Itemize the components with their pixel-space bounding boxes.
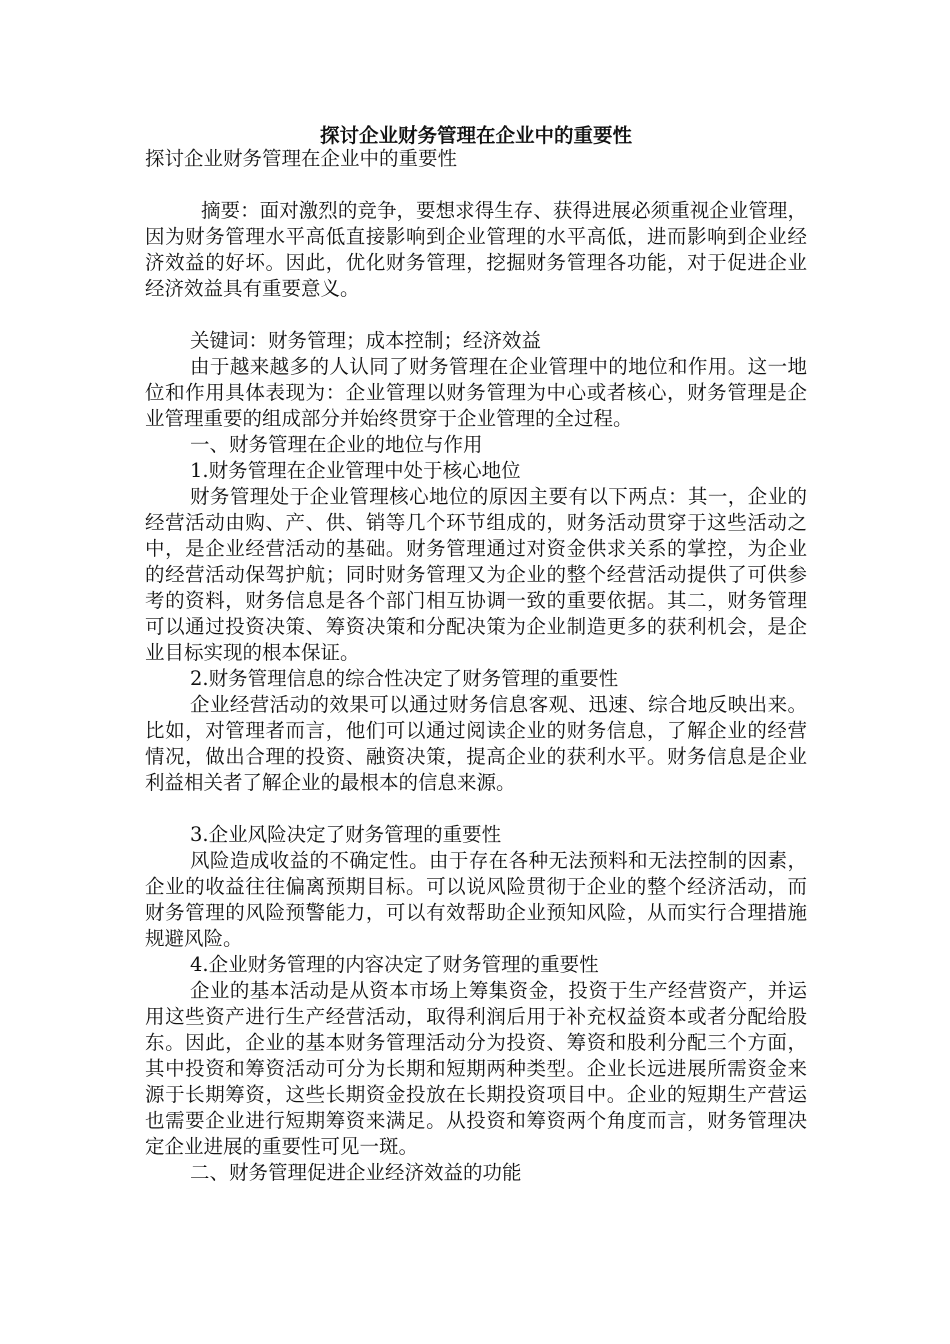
spacer — [145, 172, 807, 198]
spacer — [145, 796, 807, 822]
section-1-heading: 一、财务管理在企业的地位与作用 — [190, 433, 483, 456]
subsection-1-paragraph: 财务管理处于企业管理核心地位的原因主要有以下两点：其一，企业的经营活动由购、产、供、销等几个环节组成的，财务活动贯穿于这些活动之中，是企业经营活动的基础。财务管理通过对资金供求关系的掌控，为企业的经营活动保驾护航；同时财务管理又为企业的整个经营活动提供了可供参考的资料，财务信息是各个部门相互协调一致的重要依据。其二，财务管理可以通过投资决策、筹资决策和分配决策为企业制造更多的获利机会，是企业目标实现的根本保证。 — [145, 485, 807, 664]
subsection-1-heading: 1.财务管理在企业管理中处于核心地位 — [190, 459, 521, 482]
document-title: 探讨企业财务管理在企业中的重要性 — [319, 124, 632, 147]
document-page — [145, 120, 807, 1186]
subsection-3-heading: 3.企业风险决定了财务管理的重要性 — [190, 823, 502, 846]
spacer — [145, 302, 807, 328]
section-2-heading: 二、财务管理促进企业经济效益的功能 — [190, 1161, 522, 1184]
subsection-4-heading: 4.企业财务管理的内容决定了财务管理的重要性 — [190, 953, 599, 976]
document-subtitle: 探讨企业财务管理在企业中的重要性 — [145, 147, 458, 170]
subsection-2-paragraph: 企业经营活动的效果可以通过财务信息客观、迅速、综合地反映出来。比如，对管理者而言，他们可以通过阅读企业的财务信息，了解企业的经营情况，做出合理的投资、融资决策，提高企业的获利水平。财务信息是企业利益相关者了解企业的最根本的信息来源。 — [145, 693, 807, 794]
intro-paragraph: 由于越来越多的人认同了财务管理在企业管理中的地位和作用。这一地位和作用具体表现为：企业管理以财务管理为中心或者核心，财务管理是企业管理重要的组成部分并始终贯穿于企业管理的全过程。 — [145, 355, 807, 430]
subsection-2-heading: 2.财务管理信息的综合性决定了财务管理的重要性 — [190, 667, 619, 690]
subsection-4-paragraph: 企业的基本活动是从资本市场上筹集资金，投资于生产经营资产，并运用这些资产进行生产经营活动，取得利润后用于补充权益资本或者分配给股东。因此，企业的基本财务管理活动分为投资、筹资和股利分配三个方面，其中投资和筹资活动可分为长期和短期两种类型。企业长远进展所需资金来源于长期筹资，这些长期资金投放在长期投资项目中。企业的短期生产营运也需要企业进行短期筹资来满足。从投资和筹资两个角度而言，财务管理决定企业进展的重要性可见一斑。 — [145, 979, 807, 1158]
abstract-paragraph: 摘要：面对激烈的竞争，要想求得生存、获得进展必须重视企业管理，因为财务管理水平高低直接影响到企业管理的水平高低，进而影响到企业经济效益的好坏。因此，优化财务管理，挖掘财务管理各功能，对于促进企业经济效益具有重要意义。 — [145, 199, 807, 300]
keywords-line: 关键词：财务管理；成本控制；经济效益 — [190, 329, 542, 352]
subsection-3-paragraph: 风险造成收益的不确定性。由于存在各种无法预料和无法控制的因素，企业的收益往往偏离预期目标。可以说风险贯彻于企业的整个经济活动，而财务管理的风险预警能力，可以有效帮助企业预知风险，从而实行合理措施规避风险。 — [145, 849, 807, 950]
